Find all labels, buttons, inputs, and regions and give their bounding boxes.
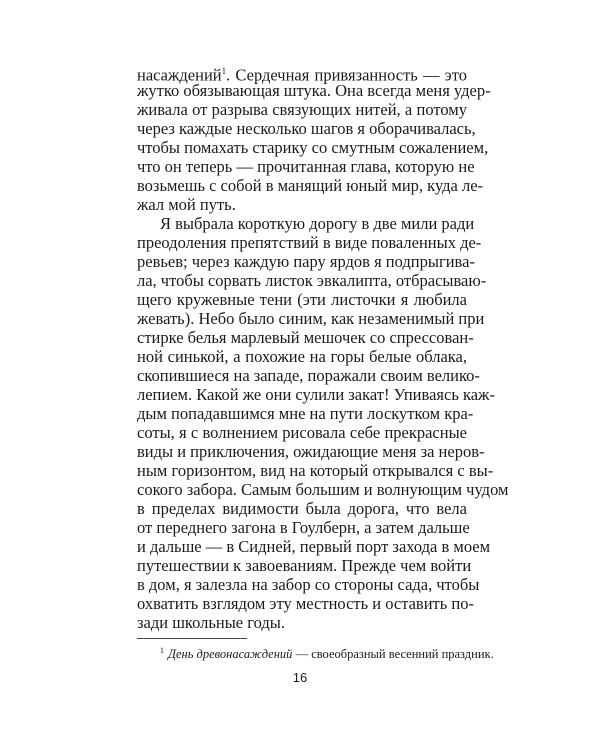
text-line: ной синькой, а похожие на горы белые облака,	[137, 347, 467, 366]
text-line: и дальше — в Сидней, первый порт захода в моем	[137, 537, 491, 556]
text-line: в дом, я залезла на забор со стороны сада, чтобы	[137, 575, 480, 594]
text-line: что он теперь — прочитанная глава, которую не	[137, 157, 475, 176]
text-line: чтобы помахать старику со смутным сожалением,	[137, 138, 489, 157]
footnote-term: День древонасаждений	[168, 647, 293, 662]
text-line: жутко обязывающая штука. Она всегда меня удер-	[137, 81, 491, 100]
footnote-text: — своеобразный весенний праздник.	[292, 647, 494, 662]
paragraph-start-line: Я выбрала короткую дорогу в две мили ради	[160, 214, 475, 233]
text-line: щего кружевные тени (эти листочки я любила	[137, 290, 467, 309]
page-number: 16	[292, 670, 308, 685]
text-line: в пределах видимости была дорога, что вела	[137, 499, 467, 518]
text-line: жевать). Небо было синим, как незаменимый при	[137, 309, 485, 328]
text-line: ла, чтобы сорвать листок эвкалипта, отбрасываю-	[137, 271, 487, 290]
text-line: дым попадавшимся мне на пути лоскутком кра-	[137, 404, 474, 423]
text-line: скопившиеся на западе, поражали своим велико-	[137, 366, 480, 385]
text-line: жал мой путь.	[137, 195, 236, 214]
text-line: виды и приключения, ожидающие меня за неров-	[137, 442, 485, 461]
text-line: сокого забора. Самым большим и волнующим чудом	[137, 480, 509, 499]
footnote-ref: 1	[221, 66, 227, 76]
text-line: соты, я с волнением рисовала себе прекрасные	[137, 423, 467, 442]
text-line: стирке белья марлевый мешочек со спрессован-	[137, 328, 474, 347]
text-line: через каждые несколько шагов я оборачивалась,	[137, 119, 476, 138]
footnote-marker: 1	[160, 646, 164, 655]
text-line: зади школьные годы.	[137, 613, 285, 632]
footnote	[160, 642, 494, 663]
text-line: лепием. Какой же они сулили закат! Упиваясь каж-	[137, 385, 495, 404]
text-line: охватить взглядом эту местность и оставить по-	[137, 594, 474, 613]
text-line: преодоления препятствий в виде поваленных де-	[137, 233, 482, 252]
text-line: возьмешь с собой в манящий юный мир, куда ле-	[137, 176, 484, 195]
text-line: ным горизонтом, вид на который открывался с вы-	[137, 461, 494, 480]
text-line: от переднего загона в Гоулберн, а затем дальше	[137, 518, 470, 537]
text-line: насаждений$^1$. Сердечная привязанность — это	[137, 65, 467, 85]
text-line: путешествии к завоеваниям. Прежде чем войти	[137, 556, 472, 575]
text-line: ревьев; через каждую пару ярдов я подпрыгива-	[137, 252, 475, 271]
text-line: живала от разрыва связующих нитей, а потому	[137, 100, 467, 119]
footnote-divider	[137, 638, 247, 639]
